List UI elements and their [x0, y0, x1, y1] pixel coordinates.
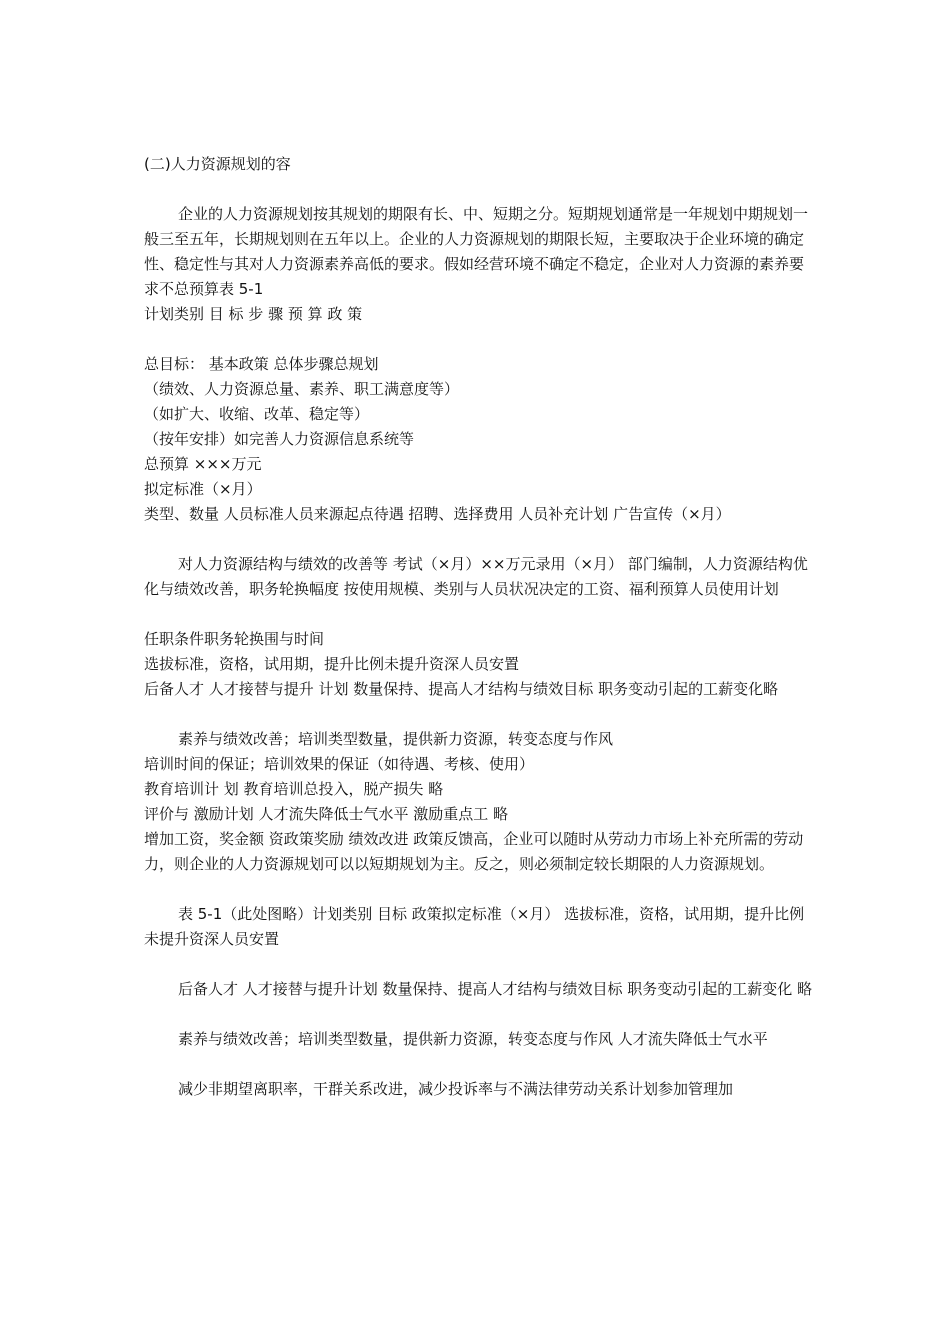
line-backup-talent: 后备人才 人才接替与提升 计划 数量保持、提高人才结构与绩效目标 职务变动引起的工薪变化略 — [144, 680, 779, 698]
spacer — [144, 527, 814, 552]
section-heading: (二)人力资源规划的容 — [144, 155, 291, 173]
spacer — [144, 952, 814, 977]
paragraph-turnover: 减少非期望离职率，干群关系改进，减少投诉率与不满法律劳动关系计划参加管理加 — [178, 1080, 734, 1098]
line-training: 培训时间的保证；培训效果的保证（如待遇、考核、使用） — [144, 755, 535, 773]
spacer — [144, 177, 814, 202]
paragraph-planning-term: 企业的人力资源规划按其规划的期限有长、中、短期之分。短期规划通常是一年规划中期规划一般三至五年，长期规划则在五年以上。企业的人力资源规划的期限长短，主要取决于企业环境的确定性、稳定性与其对人力资源素养高低的要求。假如经营环境不确定不稳定，企业对人力资源的素养要求不总预算表 5-1 — [144, 205, 809, 298]
paragraph-structure: 对人力资源结构与绩效的改善等 考试（×月）××万元录用（×月） 部门编制，人力资源结构优化与绩效改善，职务轮换幅度 按使用规模、类别与人员状况决定的工资、福利预算人员使用计划 — [144, 555, 808, 598]
line-standard: 拟定标准（×月） — [144, 480, 262, 498]
line-conditions: 任职条件职务轮换围与时间 — [144, 630, 325, 648]
line-goal-detail-1: （绩效、人力资源总量、素养、职工满意度等） — [144, 380, 460, 398]
line-overall-goal: 总目标： 基本政策 总体步骤总规划 — [144, 355, 379, 373]
line-goal-detail-3: （按年安排）如完善人力资源信息系统等 — [144, 430, 415, 448]
line-total-budget: 总预算 ×××万元 — [144, 455, 262, 473]
line-selection: 选拔标准，资格，试用期，提升比例未提升资深人员安置 — [144, 655, 520, 673]
spacer — [144, 877, 814, 902]
spacer — [144, 702, 814, 727]
table-header-line: 计划类别 目 标 步 骤 预 算 政 策 — [144, 305, 363, 323]
paragraph-backup: 后备人才 人才接替与提升计划 数量保持、提高人才结构与绩效目标 职务变动引起的工薪变化 略 — [178, 980, 813, 998]
paragraph-table-ref: 表 5-1（此处图略）计划类别 目标 政策拟定标准（×月） 选拔标准，资格，试用期，提升比例未提升资深人员安置 — [144, 905, 805, 948]
line-wage: 增加工资，奖金额 资政策奖励 绩效改进 政策反馈高，企业可以随时从劳动力市场上补充所需的劳动力，则企业的人力资源规划可以以短期规划为主。反之，则必须制定较长期限的人力资源规划。 — [144, 830, 804, 873]
spacer — [144, 327, 814, 352]
line-types: 类型、数量 人员标准人员来源起点待遇 招聘、选择费用 人员补充计划 广告宣传（×月） — [144, 505, 731, 523]
spacer — [144, 1052, 814, 1077]
spacer — [144, 602, 814, 627]
document-page — [144, 152, 814, 1102]
line-goal-detail-2: （如扩大、收缩、改革、稳定等） — [144, 405, 370, 423]
line-evaluation: 评价与 激励计划 人才流失降低士气水平 激励重点工 略 — [144, 805, 509, 823]
line-education: 教育培训计 划 教育培训总投入，脱产损失 略 — [144, 780, 444, 798]
paragraph-quality-2: 素养与绩效改善；培训类型数量，提供新力资源，转变态度与作风 人才流失降低士气水平 — [178, 1030, 768, 1048]
spacer — [144, 1002, 814, 1027]
paragraph-quality: 素养与绩效改善；培训类型数量，提供新力资源，转变态度与作风 — [178, 730, 614, 748]
